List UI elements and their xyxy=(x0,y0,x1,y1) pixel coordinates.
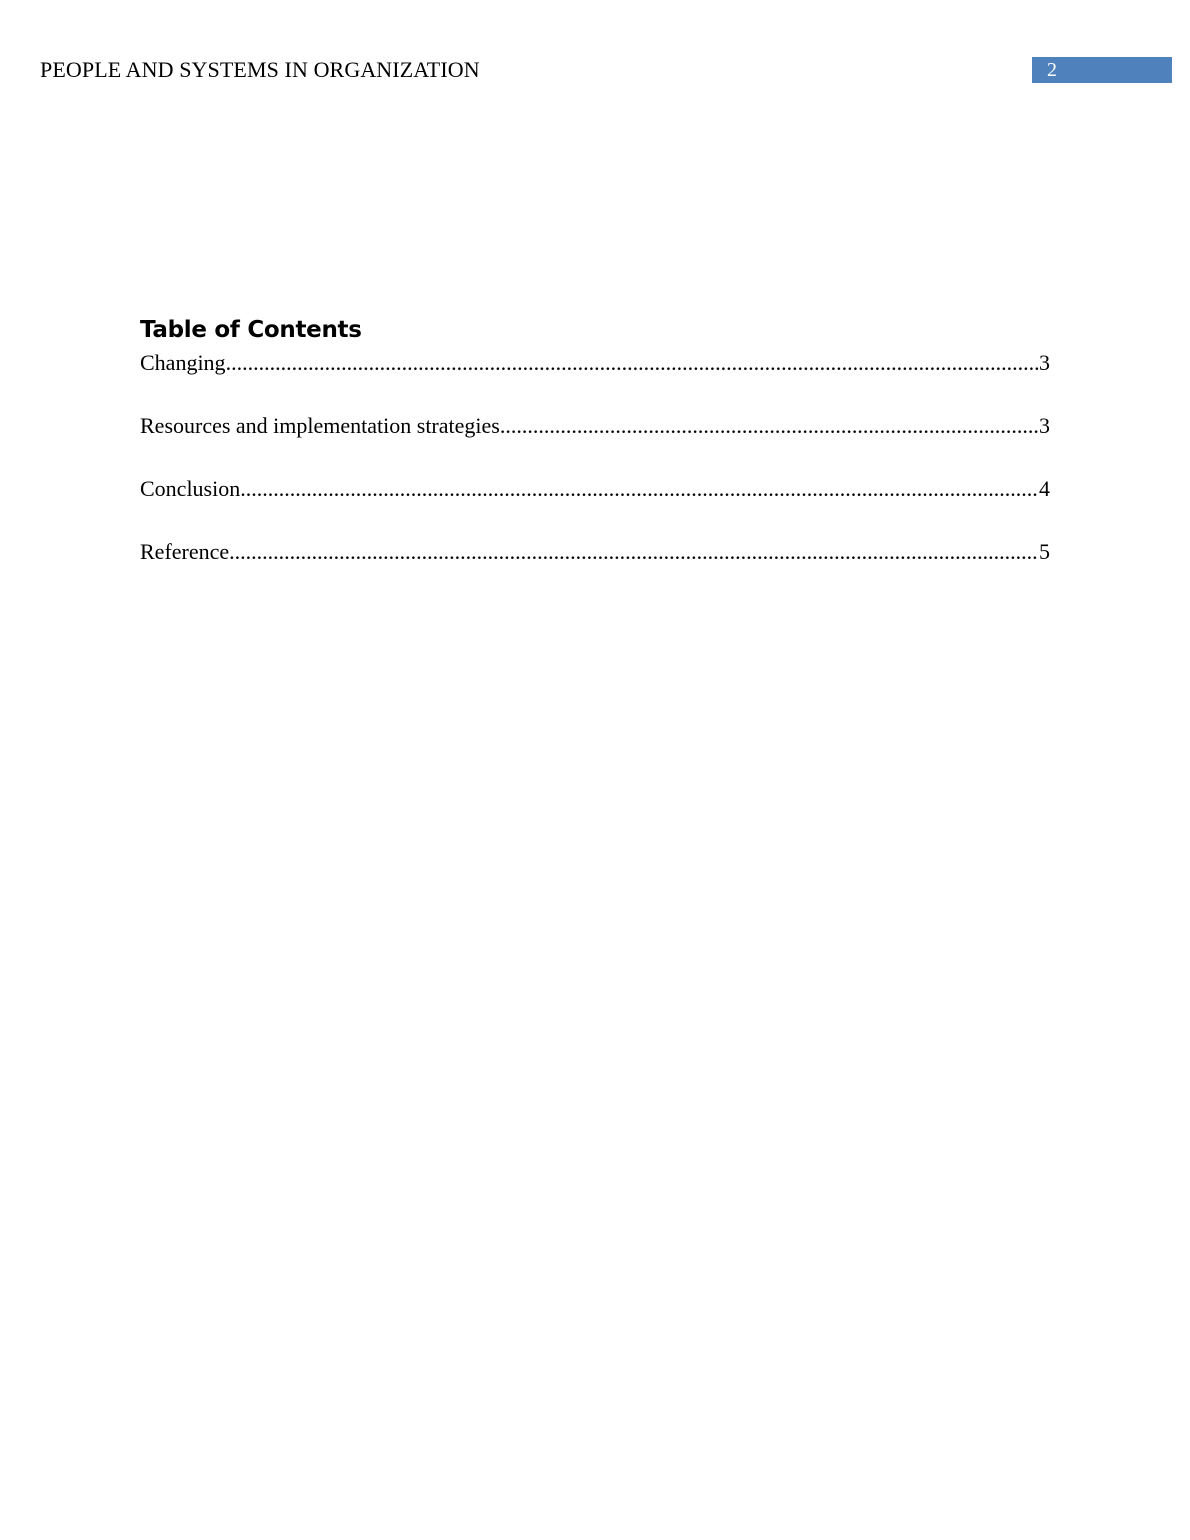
toc-dot-leader xyxy=(229,538,1039,566)
toc-entry-resources[interactable] xyxy=(140,412,1050,440)
toc-entry-changing[interactable] xyxy=(140,349,1050,377)
toc-entry-conclusion[interactable] xyxy=(140,475,1050,503)
toc-entry-reference[interactable] xyxy=(140,538,1050,566)
toc-heading: Table of Contents xyxy=(140,317,362,343)
toc-entry-label: Reference xyxy=(140,539,230,564)
page-number-badge xyxy=(1032,57,1172,83)
toc-entry-page: 3 xyxy=(1039,350,1050,375)
toc-list xyxy=(140,349,1050,566)
toc-entry-page: 4 xyxy=(1039,476,1050,501)
running-head: PEOPLE AND SYSTEMS IN ORGANIZATION xyxy=(40,57,480,82)
toc-dot-leader xyxy=(240,475,1039,503)
toc-dot-leader xyxy=(500,412,1039,440)
toc-entry-label: Changing xyxy=(140,350,226,375)
toc-entry-page: 3 xyxy=(1039,413,1050,438)
toc-entry-page: 5 xyxy=(1039,539,1050,564)
table-of-contents xyxy=(140,314,1050,601)
page-number: 2 xyxy=(1047,59,1057,81)
toc-entry-label: Resources and implementation strategies xyxy=(140,413,500,438)
toc-dot-leader xyxy=(226,349,1039,377)
toc-entry-label: Conclusion xyxy=(140,476,241,501)
